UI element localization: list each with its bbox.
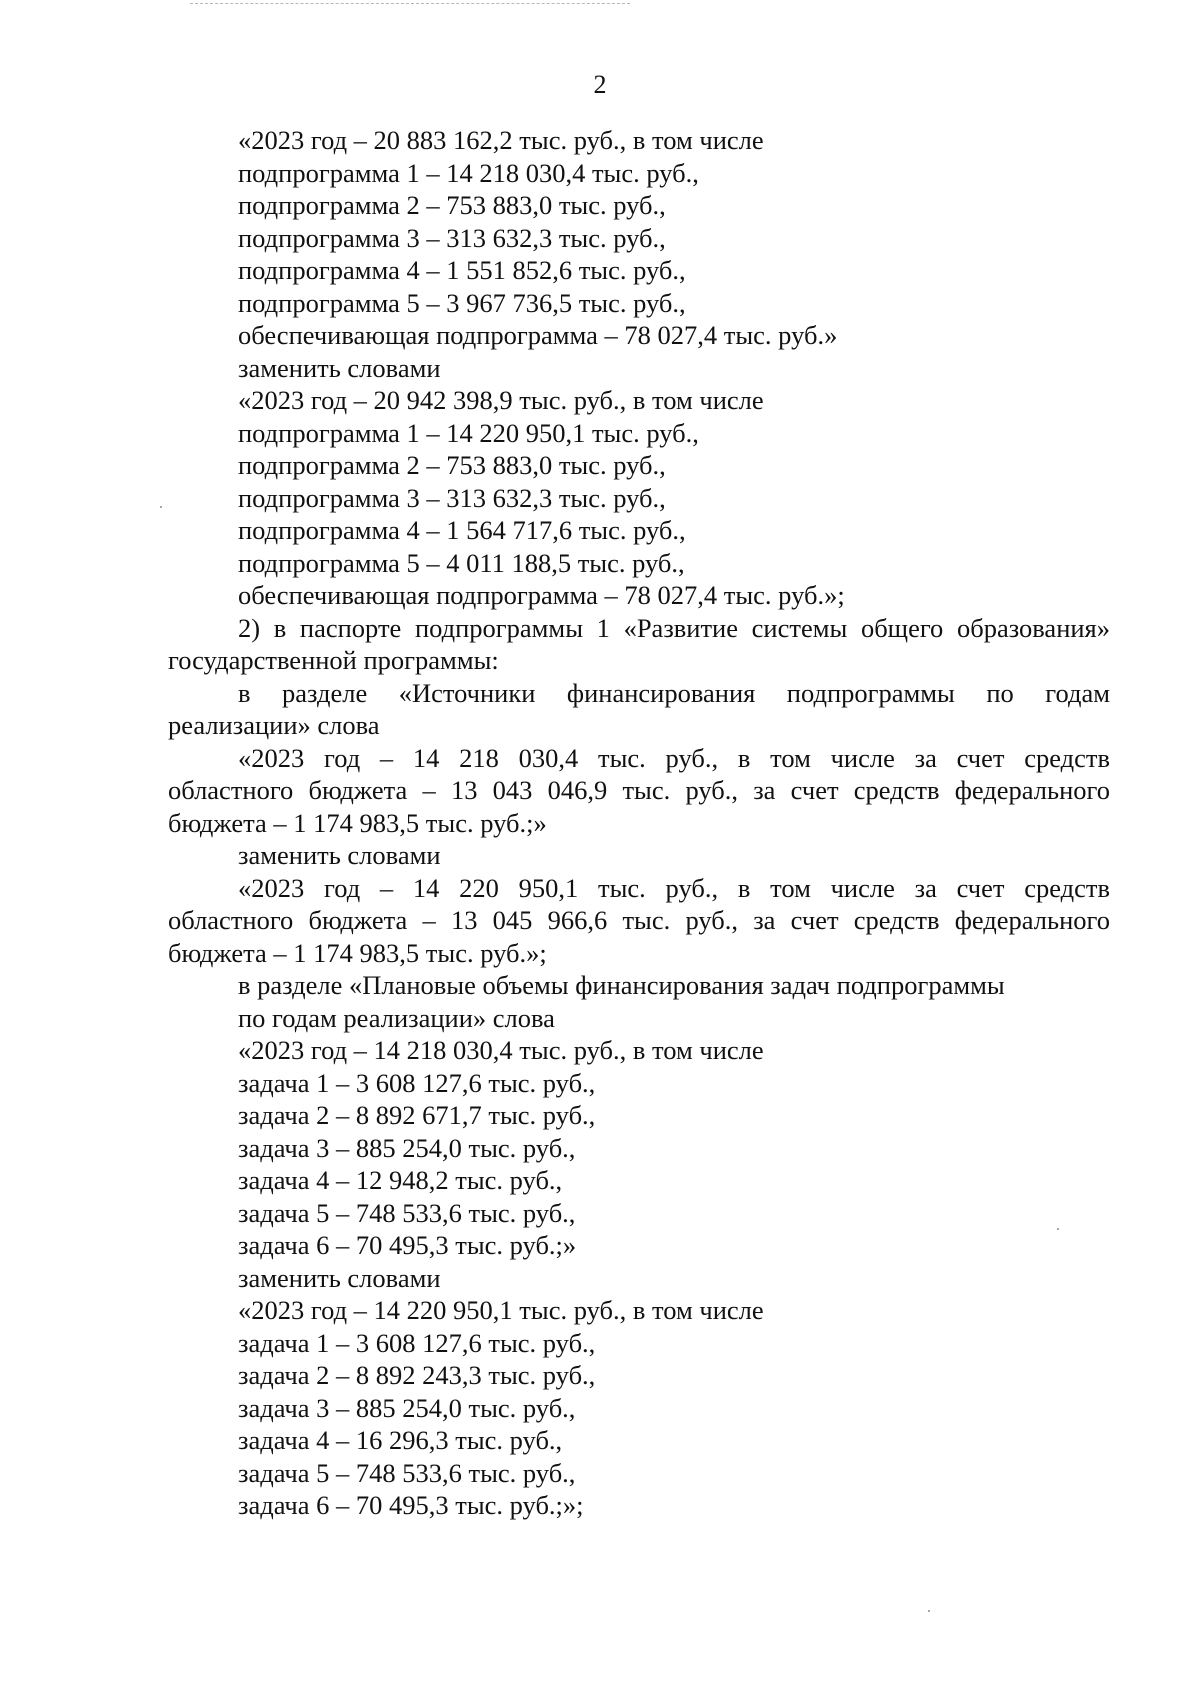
scan-speck [928,1610,930,1612]
text-line: задача 1 – 3 608 127,6 тыс. руб., [238,1327,596,1358]
text-line: заменить словами [238,352,441,383]
text-line: «2023 год – 14 220 950,1 тыс. руб., в том числе [238,1295,764,1325]
text-line: «2023 год – 14 218 030,4 тыс. руб., в том числе [238,1035,764,1065]
text-line: областного бюджета – 13 043 046,9 тыс. руб., за счет средств федерального [168,775,1110,805]
text-line: реализации» слова [168,710,380,740]
text-line: задача 3 – 885 254,0 тыс. руб., [238,1392,576,1423]
text-line: «2023 год – 20 942 398,9 тыс. руб., в том числе [238,385,764,415]
text-line: подпрограмма 3 – 313 632,3 тыс. руб., [238,222,666,253]
text-line: в разделе «Плановые объемы финансирования задач подпрограммы [238,970,1005,1000]
text-line: подпрограмма 5 – 4 011 188,5 тыс. руб., [238,547,685,578]
text-line: 2) в паспорте подпрограммы 1 «Развитие системы общего образования» [238,612,1110,643]
text-line: задача 2 – 8 892 671,7 тыс. руб., [238,1100,596,1130]
text-line: областного бюджета – 13 045 966,6 тыс. руб., за счет средств федерального [168,905,1110,935]
text-line: заменить словами [238,1262,441,1293]
text-line: «2023 год – 20 883 162,2 тыс. руб., в том числе [238,125,764,155]
text-line: подпрограмма 1 – 14 218 030,4 тыс. руб., [238,157,699,188]
text-line: государственной программы: [168,645,499,675]
text-line: подпрограмма 4 – 1 551 852,6 тыс. руб., [238,255,686,285]
text-line: задача 4 – 12 948,2 тыс. руб., [238,1165,563,1195]
text-line: подпрограмма 2 – 753 883,0 тыс. руб., [238,450,666,480]
text-line: по годам реализации» слова [238,1002,555,1033]
text-line: задача 6 – 70 495,3 тыс. руб.;»; [238,1490,584,1520]
text-line: в разделе «Источники финансирования подпрограммы по годам [238,677,1110,708]
text-line: задача 5 – 748 533,6 тыс. руб., [238,1457,576,1488]
scan-speck [160,506,162,508]
text-line: «2023 год – 14 220 950,1 тыс. руб., в том числе за счет средств [238,872,1110,903]
text-line: подпрограмма 5 – 3 967 736,5 тыс. руб., [238,287,686,318]
text-line: заменить словами [238,840,441,870]
text-line: бюджета – 1 174 983,5 тыс. руб.;» [168,807,547,838]
text-line: обеспечивающая подпрограмма – 78 027,4 тыс. руб.» [238,320,838,350]
scan-edge-rule [190,3,630,4]
page-number: 2 [593,70,607,99]
text-line: подпрограмма 2 – 753 883,0 тыс. руб., [238,190,666,220]
text-line: «2023 год – 14 218 030,4 тыс. руб., в том числе за счет средств [238,742,1110,773]
text-line: задача 1 – 3 608 127,6 тыс. руб., [238,1067,596,1098]
document-body [168,124,1110,1522]
text-line: бюджета – 1 174 983,5 тыс. руб.»; [168,937,547,968]
text-line: подпрограмма 4 – 1 564 717,6 тыс. руб., [238,515,686,545]
text-line: задача 2 – 8 892 243,3 тыс. руб., [238,1360,596,1390]
text-line: задача 5 – 748 533,6 тыс. руб., [238,1197,576,1228]
text-line: задача 4 – 16 296,3 тыс. руб., [238,1425,563,1455]
text-line: задача 3 – 885 254,0 тыс. руб., [238,1132,576,1163]
text-line: подпрограмма 1 – 14 220 950,1 тыс. руб., [238,417,699,448]
text-line: подпрограмма 3 – 313 632,3 тыс. руб., [238,482,666,513]
text-line: обеспечивающая подпрограмма – 78 027,4 тыс. руб.»; [238,580,845,610]
text-line: задача 6 – 70 495,3 тыс. руб.;» [238,1230,577,1260]
